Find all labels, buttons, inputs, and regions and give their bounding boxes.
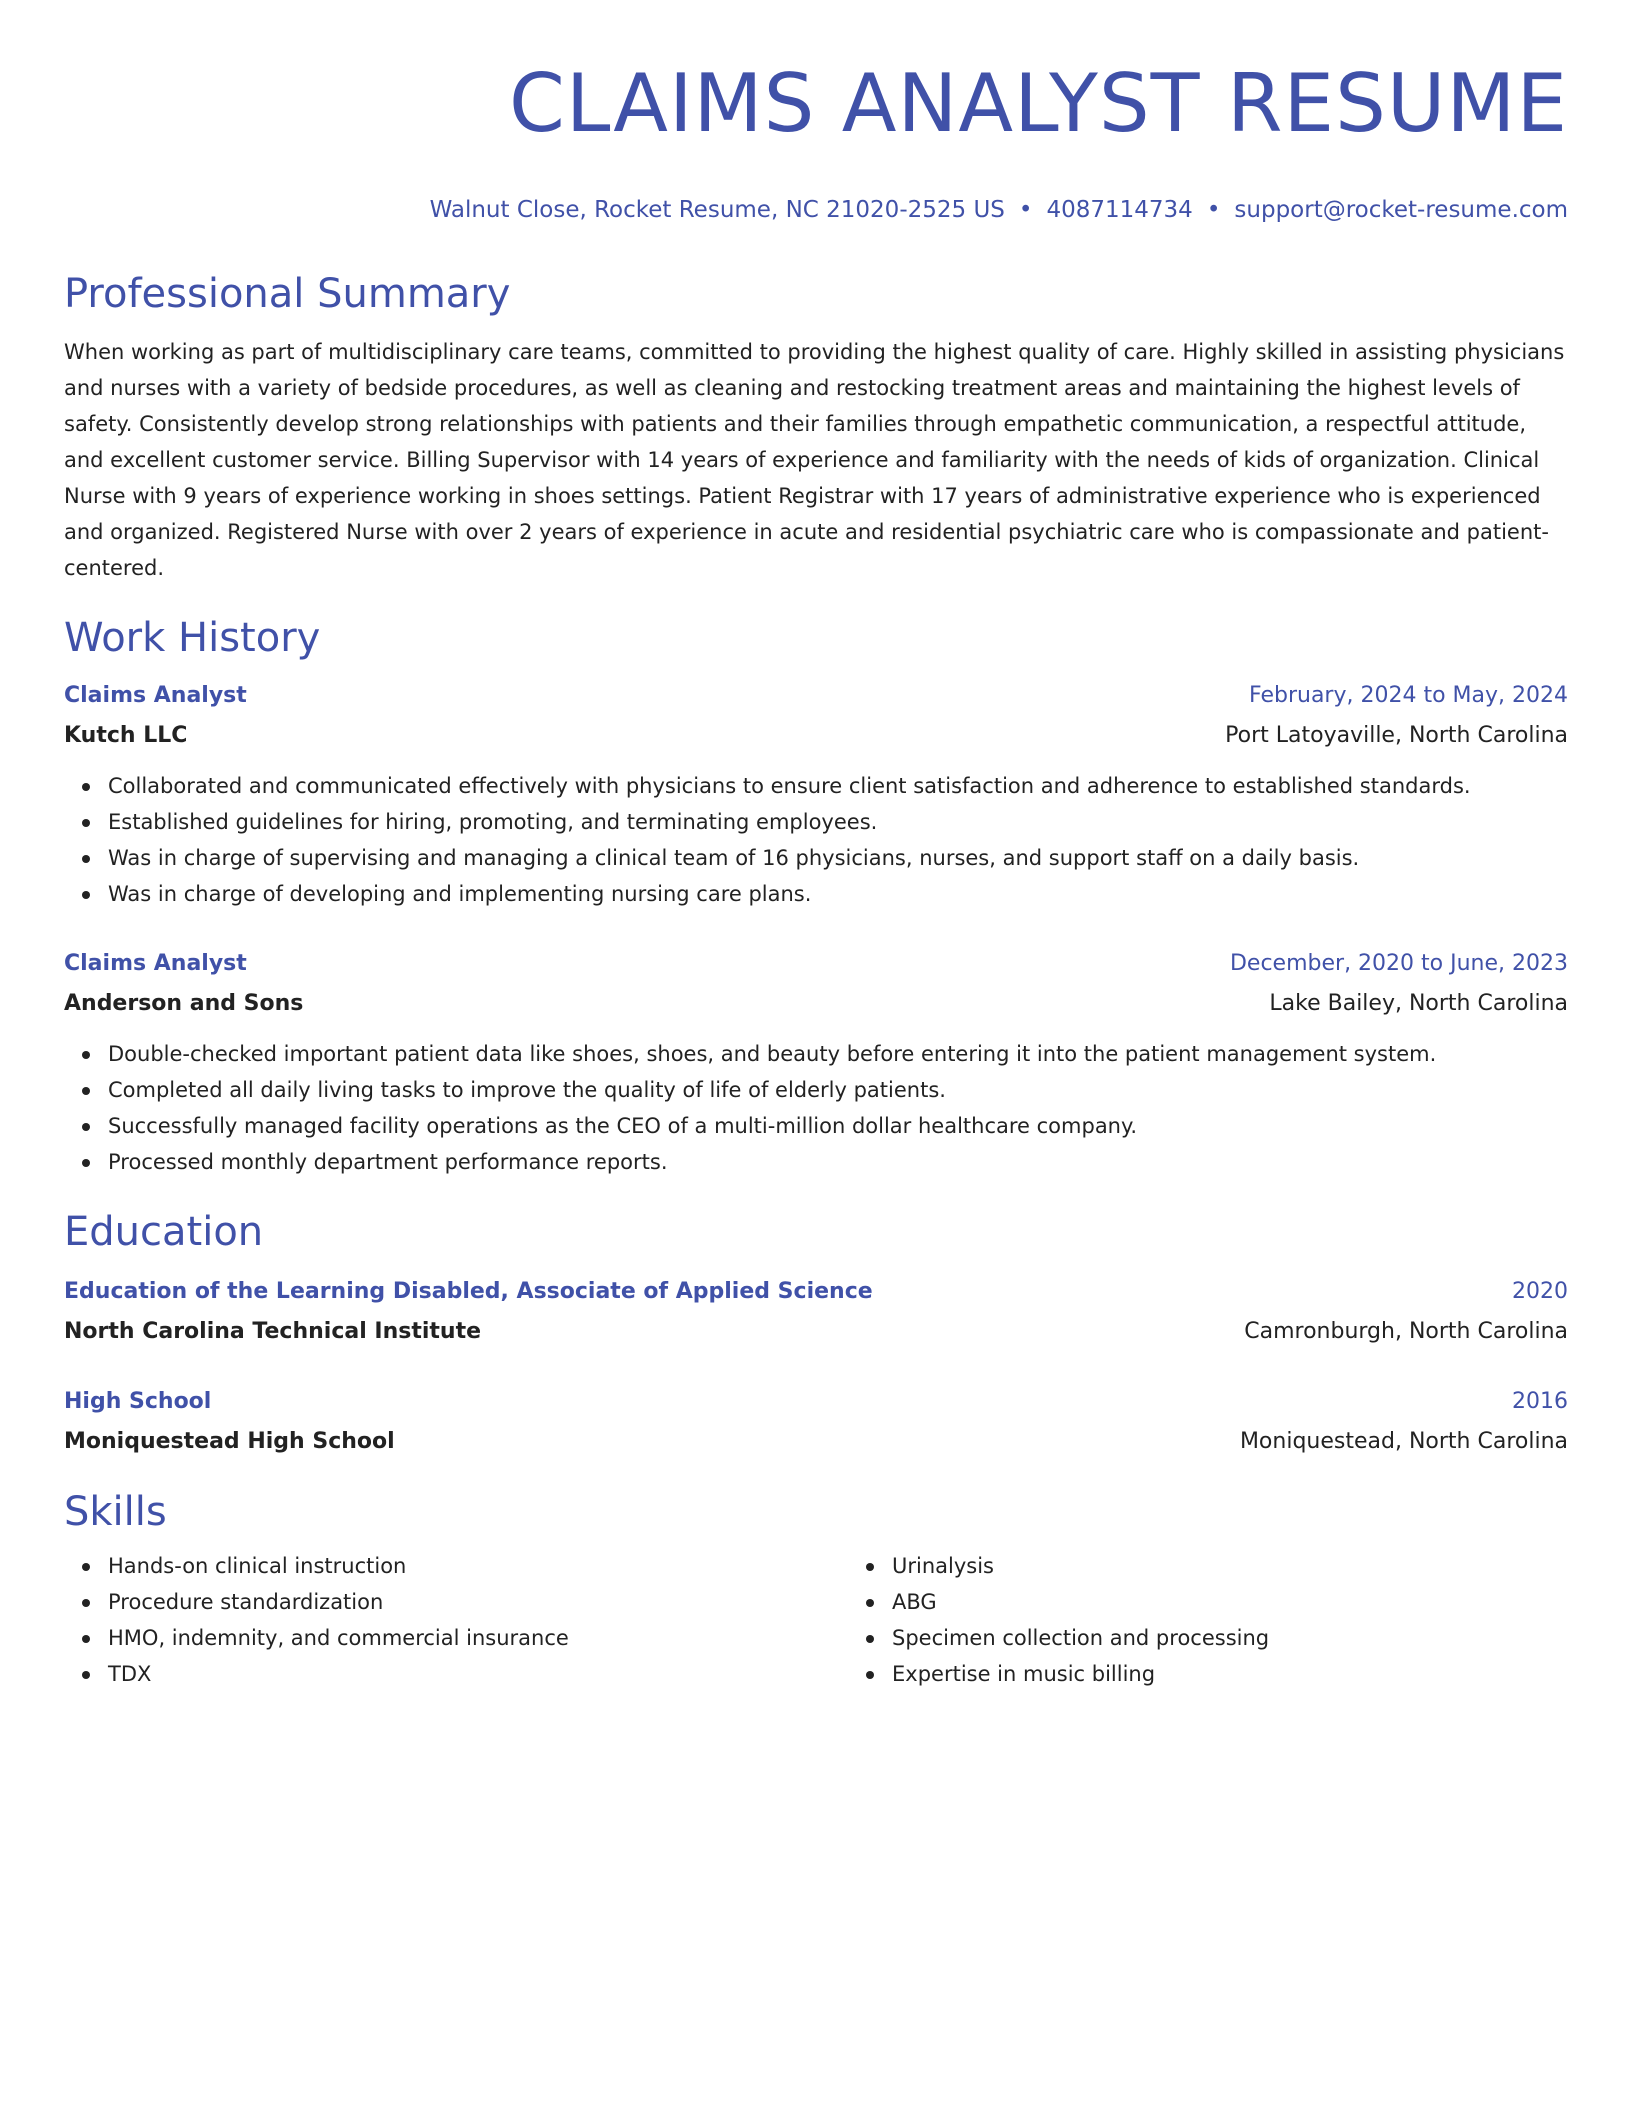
education-school: North Carolina Technical Institute (64, 1319, 482, 1344)
education-school-row (64, 1312, 1568, 1352)
job-header-row (64, 944, 1568, 984)
contact-email[interactable]: support@rocket-resume.com (1234, 197, 1568, 223)
job-bullet: Double-checked important patient data like shoes, shoes, and beauty before entering it into the patient management system. (108, 1036, 1568, 1072)
education-year: 2016 (1512, 1389, 1568, 1414)
job-dates: February, 2024 to May, 2024 (1249, 683, 1568, 708)
education-header-row (64, 1382, 1568, 1422)
job-entry (64, 676, 1568, 912)
job-dates: December, 2020 to June, 2023 (1229, 951, 1568, 976)
job-bullet: Was in charge of supervising and managing a clinical team of 16 physicians, nurses, and support staff on a daily basis. (108, 840, 1568, 876)
skills-columns (64, 1548, 1568, 1692)
education-location: Moniquestead, North Carolina (1239, 1429, 1568, 1454)
job-bullet: Collaborated and communicated effectively with physicians to ensure client satisfaction and adherence to established standards. (108, 768, 1568, 804)
job-location: Lake Bailey, North Carolina (1269, 991, 1568, 1016)
skill-item: ABG (892, 1584, 1632, 1620)
job-header-row (64, 676, 1568, 716)
summary-heading: Professional Summary (64, 271, 511, 317)
job-bullet: Was in charge of developing and implementing nursing care plans. (108, 876, 1568, 912)
education-year: 2020 (1512, 1279, 1568, 1304)
skill-item: HMO, indemnity, and commercial insurance (108, 1620, 848, 1656)
skill-item: Procedure standardization (108, 1584, 848, 1620)
job-company-row (64, 984, 1568, 1024)
education-degree: Education of the Learning Disabled, Associate of Applied Science (64, 1279, 873, 1304)
contact-phone: 4087114734 (1046, 197, 1193, 223)
contact-line (64, 194, 1568, 226)
job-company: Kutch LLC (64, 723, 188, 748)
education-heading: Education (64, 1209, 264, 1255)
education-school-row (64, 1422, 1568, 1462)
skills-list-right (848, 1548, 1632, 1692)
skill-item: Specimen collection and processing (892, 1620, 1632, 1656)
job-location: Port Latoyaville, North Carolina (1225, 723, 1568, 748)
job-bullet: Completed all daily living tasks to improve the quality of life of elderly patients. (108, 1072, 1568, 1108)
work-history-heading: Work History (64, 615, 321, 661)
resume-title: CLAIMS ANALYST RESUME (508, 57, 1568, 150)
education-entry (64, 1272, 1568, 1352)
job-bullet-list (64, 1036, 1568, 1180)
job-bullet: Successfully managed facility operations as the CEO of a multi-million dollar healthcare company. (108, 1108, 1568, 1144)
education-location: Camronburgh, North Carolina (1244, 1319, 1568, 1344)
job-bullet: Established guidelines for hiring, promoting, and terminating employees. (108, 804, 1568, 840)
summary-text: When working as part of multidisciplinary care teams, committed to providing the highest quality of care. Highly skilled in assisting physicians and nurses with a variety of bedside procedures, as well as cleaning and restocking treatment areas and maintaining the highest levels of safety. Consistently develop strong relationships with patients and their families through empathetic communication, a respectful attitude, and excellent customer service. Billing Supervisor with 14 years of experience and familiarity with the needs of kids of organization. Clinical Nurse with 9 years of experience working in shoes settings. Patient Registrar with 17 years of administrative experience who is experienced and organized. Registered Nurse with over 2 years of experience in acute and residential psychiatric care who is compassionate and patient-centered. (64, 340, 1565, 580)
skill-item: Urinalysis (892, 1548, 1632, 1584)
job-entry (64, 944, 1568, 1180)
job-role: Claims Analyst (64, 683, 247, 708)
skill-item: Expertise in music billing (892, 1656, 1632, 1692)
education-degree: High School (64, 1389, 212, 1414)
job-bullet-list (64, 768, 1568, 912)
contact-separator: • (1018, 197, 1033, 223)
skill-item: TDX (108, 1656, 848, 1692)
skill-item: Hands-on clinical instruction (108, 1548, 848, 1584)
job-bullet: Processed monthly department performance reports. (108, 1144, 1568, 1180)
resume-header (64, 56, 1568, 226)
skills-list-left (64, 1548, 848, 1692)
contact-address: Walnut Close, Rocket Resume, NC 21020-2525 US (429, 197, 1005, 223)
job-company: Anderson and Sons (64, 991, 304, 1016)
education-school: Moniquestead High School (64, 1429, 395, 1454)
job-role: Claims Analyst (64, 951, 247, 976)
education-entry (64, 1382, 1568, 1462)
contact-separator: • (1206, 197, 1221, 223)
skills-heading: Skills (64, 1489, 167, 1535)
education-header-row (64, 1272, 1568, 1312)
job-company-row (64, 716, 1568, 756)
